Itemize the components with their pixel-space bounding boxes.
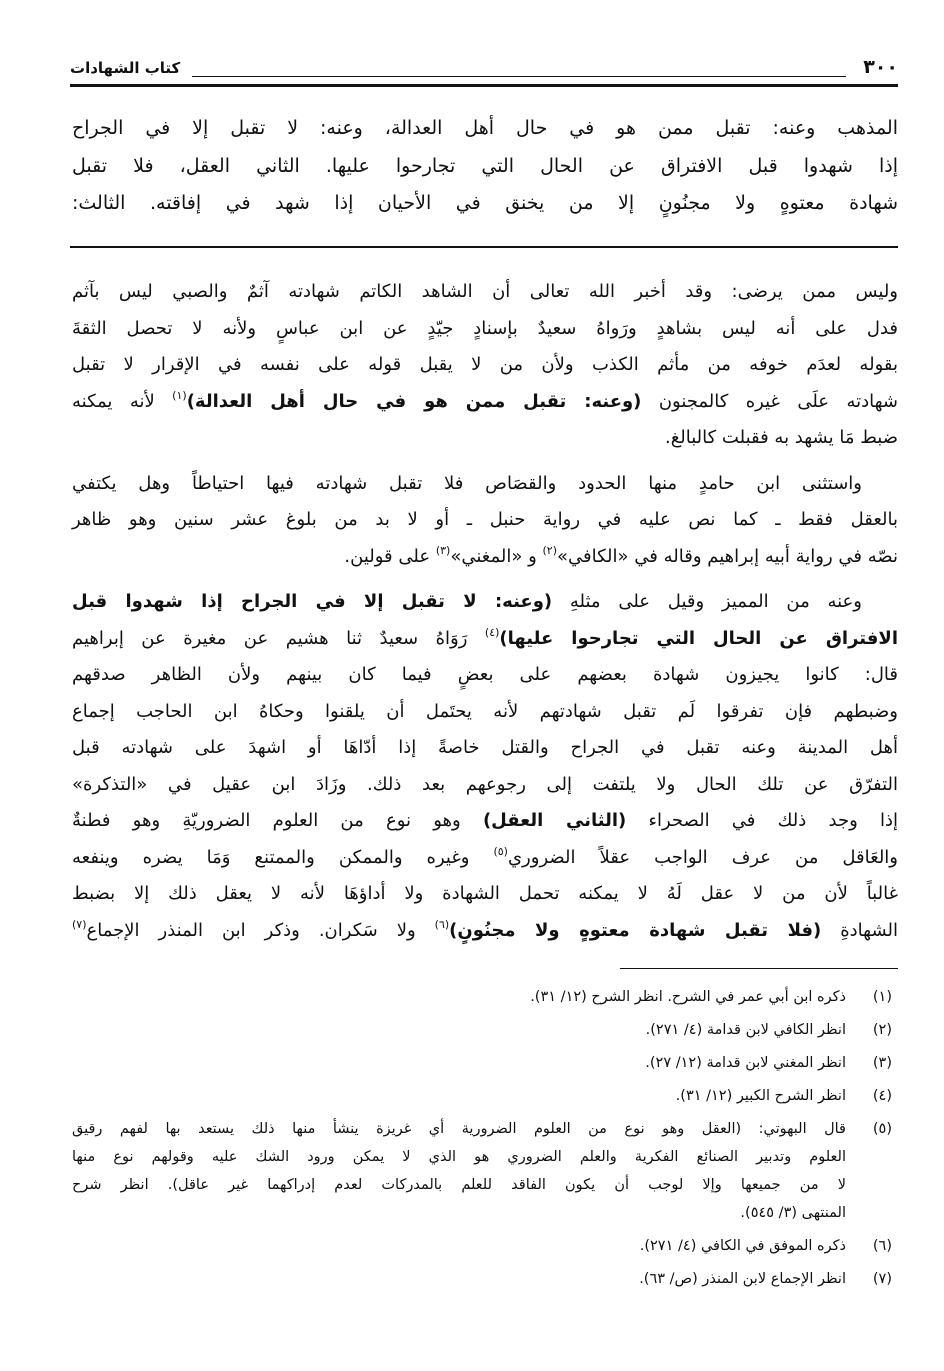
text-line bbox=[72, 840, 898, 877]
footnote-ref: (٣) bbox=[435, 543, 451, 557]
text-line bbox=[72, 657, 898, 694]
text-segment: وهو نوع من العلوم الضروريّةِ وهو فطنةٌ bbox=[72, 810, 483, 831]
text-segment: شهادته علَى غيره كالمجنون bbox=[641, 390, 898, 412]
text-segment: وعنه من المميز وقيل على مثلهِ bbox=[552, 591, 862, 612]
footnote-rule bbox=[620, 968, 898, 969]
text-line bbox=[72, 148, 898, 186]
text-line bbox=[72, 803, 898, 840]
footnote-number: (٧) bbox=[872, 1271, 892, 1287]
text-segment: إذا شهدوا قبل الافتراق عن الحال التي تجارحوا عليها. الثاني العقل، فلا تقبل bbox=[72, 154, 898, 177]
text-segment: بقوله لعدَم خوفه من مأثم الكذب ولأن من لا يقبل قوله على نفسه في الإقرار لا تقبل bbox=[72, 354, 898, 375]
footnote-number: (٤) bbox=[872, 1088, 892, 1104]
text-segment: إذا وجد ذلك في الصحراء bbox=[626, 810, 898, 831]
text-line bbox=[72, 694, 898, 731]
text-line bbox=[72, 621, 898, 658]
footnote bbox=[72, 1049, 898, 1077]
text-segment: والعَاقل من عرف الواجب عقلاً الضروري bbox=[507, 846, 898, 868]
text-segment: ضبط مَا يشهد به فقبلت كالبالغ. bbox=[664, 427, 898, 448]
footnote bbox=[72, 1265, 898, 1293]
text-segment: شهادة معتوهٍ ولا مجنُونٍ إلا من يخنق في الأحيان إذا شهد في إفاقته. الثالث: bbox=[72, 192, 898, 214]
footnote-line: انظر الكافي لابن قدامة (٤/ ٢٧١). bbox=[645, 1022, 846, 1038]
book-title: كتاب الشهادات bbox=[70, 59, 181, 77]
footnote-number: (٦) bbox=[872, 1238, 892, 1254]
footnote bbox=[72, 1115, 898, 1227]
text-segment: وضبطهم فإن تفرقوا لَم تقبل شهادتهم لأنه يحتَمل أن يلقنوا وحكاهُ ابن الحاجب إجماع bbox=[72, 700, 898, 722]
footnote-number: (٥) bbox=[872, 1121, 892, 1137]
text-segment: لأنه يمكنه bbox=[72, 390, 173, 412]
text-segment: واستثنى ابن حامدٍ منها الحدود والقصَاص فلا تقبل شهادته فيها احتياطاً وهل يكتفي bbox=[72, 472, 862, 494]
text-segment: قال: كانوا يجيزون شهادة بعضهم على بعضٍ فيما كان بينهم ولأن الظاهر صدقهم bbox=[72, 664, 898, 685]
text-segment: نصّه في رواية أبيه إبراهيم وقاله في «الكافي» bbox=[557, 545, 898, 567]
footnote-text bbox=[72, 983, 846, 1011]
text-segment: وغيره والممكن والممتنع وَمَا يضره وينفعه bbox=[72, 846, 494, 868]
footnote-ref: (٦) bbox=[434, 917, 450, 931]
text-line bbox=[72, 420, 898, 457]
text-line bbox=[72, 311, 898, 348]
text-segment: وليس ممن يرضى: وقد أخبر الله تعالى أن الشاهد الكاتم شهادته آثمٌ والصبي ليس بآثم bbox=[72, 281, 898, 302]
footnote bbox=[72, 1232, 898, 1260]
text-line bbox=[72, 347, 898, 384]
footnote-text bbox=[72, 1049, 846, 1077]
footnote-number: (٢) bbox=[872, 1022, 892, 1038]
quoted-matn: (وعنه: لا تقبل إلا في الجراح إذا شهدوا قبل bbox=[72, 591, 553, 612]
text-line bbox=[72, 185, 898, 223]
footnotes bbox=[72, 983, 898, 1298]
footnote-text bbox=[72, 1232, 846, 1260]
footnote-ref: (١) bbox=[172, 388, 187, 402]
footnote-ref: (٢) bbox=[542, 543, 558, 557]
text-line bbox=[72, 730, 898, 767]
matn-text bbox=[72, 110, 898, 223]
footnote-number: (١) bbox=[872, 989, 892, 1005]
text-segment: على قولين. bbox=[344, 545, 436, 567]
footnote bbox=[72, 983, 898, 1011]
footnote-line: قال البهوتي: (العقل وهو نوع من العلوم الضرورية أي غريزة ينشأ منها ذلك يستعد بها لفهم رقيق bbox=[72, 1121, 846, 1137]
footnote-line: انظر الشرح الكبير (١٢/ ٣١). bbox=[675, 1088, 846, 1104]
footnote-line: العلوم وتدبير الصنائع الفكرية والعلم الضروري هو الذي لا يمكن ورود الشك عليه وقولهم نوع منها bbox=[72, 1149, 846, 1165]
text-segment: ولا سَكران. وذكر ابن المنذر الإجماع bbox=[86, 919, 435, 941]
header-line bbox=[192, 76, 846, 77]
text-segment: أهل المدينة وعنه تقبل في الجراح والقتل خاصةً إذا أدّاهَا أو اشهدَ على شهادته قبل bbox=[72, 737, 898, 758]
footnote-ref: (٥) bbox=[493, 844, 508, 858]
footnote-text bbox=[72, 1115, 846, 1227]
text-line bbox=[72, 274, 898, 311]
footnote-text bbox=[72, 1016, 846, 1044]
text-line bbox=[72, 913, 898, 950]
matn-separator bbox=[70, 246, 898, 248]
paragraph bbox=[72, 274, 898, 457]
text-line bbox=[72, 584, 898, 621]
text-line bbox=[72, 466, 898, 503]
quoted-matn: (وعنه: تقبل ممن هو في حال أهل العدالة) bbox=[186, 390, 642, 412]
text-segment: التفرّق عن تلك الحال ولا يلتفت إلى رجوعهم بعد ذلك. وزَادَ ابن عقيل في «التذكرة» bbox=[72, 773, 898, 795]
footnote bbox=[72, 1016, 898, 1044]
commentary-text bbox=[72, 274, 898, 958]
header-rule bbox=[70, 84, 898, 87]
text-line bbox=[72, 539, 898, 576]
paragraph bbox=[72, 584, 898, 949]
footnote-line: انظر المغني لابن قدامة (١٢/ ٢٧). bbox=[645, 1055, 846, 1071]
text-line bbox=[72, 876, 898, 913]
text-segment: و «المغني» bbox=[450, 545, 543, 567]
text-segment: بالعقل فقط ـ كما نص عليه في رواية حنبل ـ أو لا بد من بلوغ عشر سنين وهو ظاهر bbox=[72, 509, 898, 530]
text-segment: الشهادةِ bbox=[821, 919, 899, 941]
footnote-ref: (٤) bbox=[484, 625, 500, 639]
paragraph bbox=[72, 466, 898, 576]
footnote-text bbox=[72, 1082, 846, 1110]
quoted-matn: (فلا تقبل شهادة معتوهٍ ولا مجنُونٍ) bbox=[449, 919, 822, 941]
footnote-line: المنتهى (٣/ ٥٤٥). bbox=[740, 1205, 846, 1221]
text-segment: غالباً لأن من لا عقل لَهُ لا يمكنه تحمل الشهادة ولا أداؤهَا لأنه لا يعقل ذلك إلا بضبط bbox=[72, 883, 898, 904]
running-header bbox=[70, 56, 898, 84]
text-segment: فدل على أنه ليس بشاهدٍ ورَواهُ سعيدٌ بإسنادٍ جيّدٍ عن ابن عباسٍ ولأنه لا تحصل الثقةَ bbox=[72, 317, 898, 339]
quoted-matn: الافتراق عن الحال التي تجارحوا عليها) bbox=[499, 627, 898, 649]
page-number: ٣٠٠ bbox=[863, 56, 898, 78]
footnote-text bbox=[72, 1265, 846, 1293]
text-segment: رَوَاهُ سعيدٌ ثنا هشيم عن مغيرة عن إبراهيم bbox=[72, 627, 485, 649]
footnote-number: (٣) bbox=[872, 1055, 892, 1071]
text-line bbox=[72, 110, 898, 148]
text-line bbox=[72, 384, 898, 421]
footnote-line: انظر الإجماع لابن المنذر (ص/ ٦٣). bbox=[639, 1271, 846, 1287]
quoted-matn: (الثاني العقل) bbox=[482, 810, 627, 831]
footnote-ref: (٧) bbox=[72, 917, 87, 931]
text-line bbox=[72, 767, 898, 804]
text-line bbox=[72, 502, 898, 539]
footnote bbox=[72, 1082, 898, 1110]
footnote-line: لا من جميعها وإلا لوجب أن يكون الفاقد للعلم بالمدركات لعدم إدراكهما غير عاقل). انظر شرح bbox=[72, 1177, 846, 1193]
footnote-line: ذكره الموفق في الكافي (٤/ ٢٧١). bbox=[639, 1238, 846, 1254]
text-segment: المذهب وعنه: تقبل ممن هو في حال أهل العدالة، وعنه: لا تقبل إلا في الجراح bbox=[72, 117, 898, 139]
footnote-line: ذكره ابن أبي عمر في الشرح. انظر الشرح (١٢/ ٣١). bbox=[530, 989, 846, 1005]
